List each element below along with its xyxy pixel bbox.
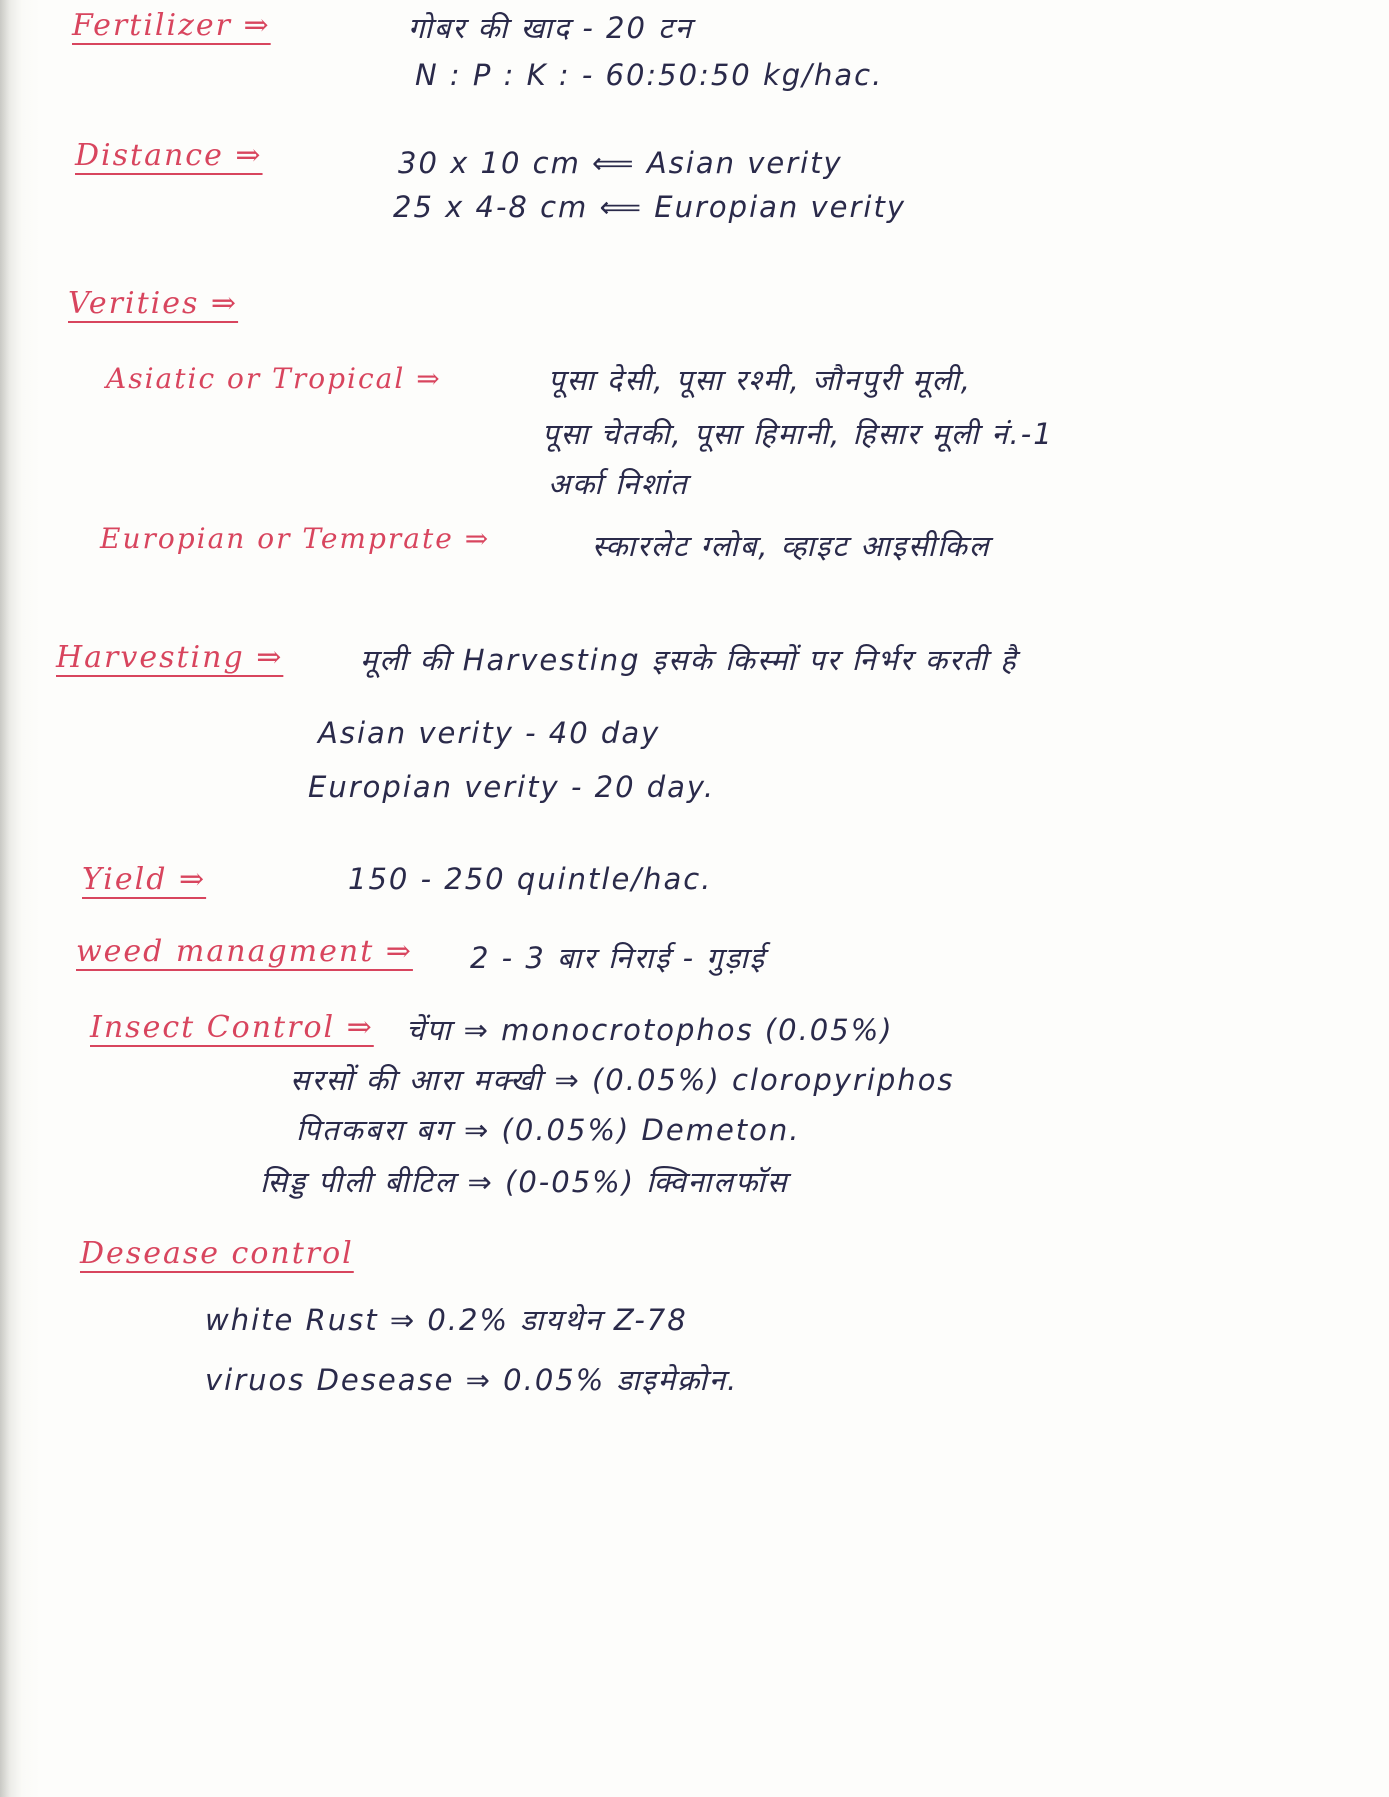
disease-control-line-1: white Rust ⇒ 0.2% डायथेन Z-78 [205, 1303, 688, 1337]
disease-control-heading: Desease control [80, 1236, 354, 1271]
insect-control-line-4: सिड्ड पीली बीटिल ⇒ (0-05%) क्विनालफॉस [260, 1165, 789, 1199]
fertilizer-line-1: गोबर की खाद - 20 टन [408, 11, 693, 45]
insect-control-line-1: चेंपा ⇒ monocrotophos (0.05%) [406, 1013, 894, 1047]
distance-heading: Distance ⇒ [75, 138, 263, 173]
european-label: Europian or Temprate ⇒ [100, 522, 491, 555]
asiatic-label: Asiatic or Tropical ⇒ [106, 362, 442, 395]
weed-management-value: 2 - 3 बार निराई - गुड़ाई [470, 941, 766, 975]
verities-heading: Verities ⇒ [68, 286, 239, 321]
distance-line-2: 25 x 4-8 cm ⟸ Europian verity [393, 190, 907, 224]
yield-value: 150 - 250 quintle/hac. [348, 862, 713, 896]
disease-control-line-2: viruos Desease ⇒ 0.05% डाइमेक्रोन. [205, 1363, 739, 1397]
asiatic-varieties-line-1: पूसा देसी, पूसा रश्मी, जौनपुरी मूली, [548, 363, 972, 397]
yield-heading: Yield ⇒ [82, 862, 207, 897]
weed-management-heading: weed managment ⇒ [76, 934, 413, 969]
asiatic-varieties-line-3: अर्का निशांत [548, 467, 689, 501]
fertilizer-heading: Fertilizer ⇒ [72, 8, 271, 43]
asiatic-varieties-line-2: पूसा चेतकी, पूसा हिमानी, हिसार मूली नं.-1 [542, 417, 1054, 451]
distance-line-1: 30 x 10 cm ⟸ Asian verity [398, 146, 843, 180]
insect-control-heading: Insect Control ⇒ [90, 1010, 374, 1045]
insect-control-line-2: सरसों की आरा मक्खी ⇒ (0.05%) cloropyriphos [290, 1063, 955, 1097]
harvesting-asian: Asian verity - 40 day [318, 716, 661, 750]
harvesting-heading: Harvesting ⇒ [56, 640, 284, 675]
harvesting-european: Europian verity - 20 day. [308, 770, 716, 804]
european-varieties: स्कारलेट ग्लोब, व्हाइट आइसीकिल [592, 529, 991, 563]
fertilizer-line-2: N : P : K : - 60:50:50 kg/hac. [415, 58, 884, 92]
insect-control-line-3: पितकबरा बग ⇒ (0.05%) Demeton. [296, 1113, 801, 1147]
harvesting-intro: मूली की Harvesting इसके किस्मों पर निर्भर करती है [360, 643, 1018, 677]
